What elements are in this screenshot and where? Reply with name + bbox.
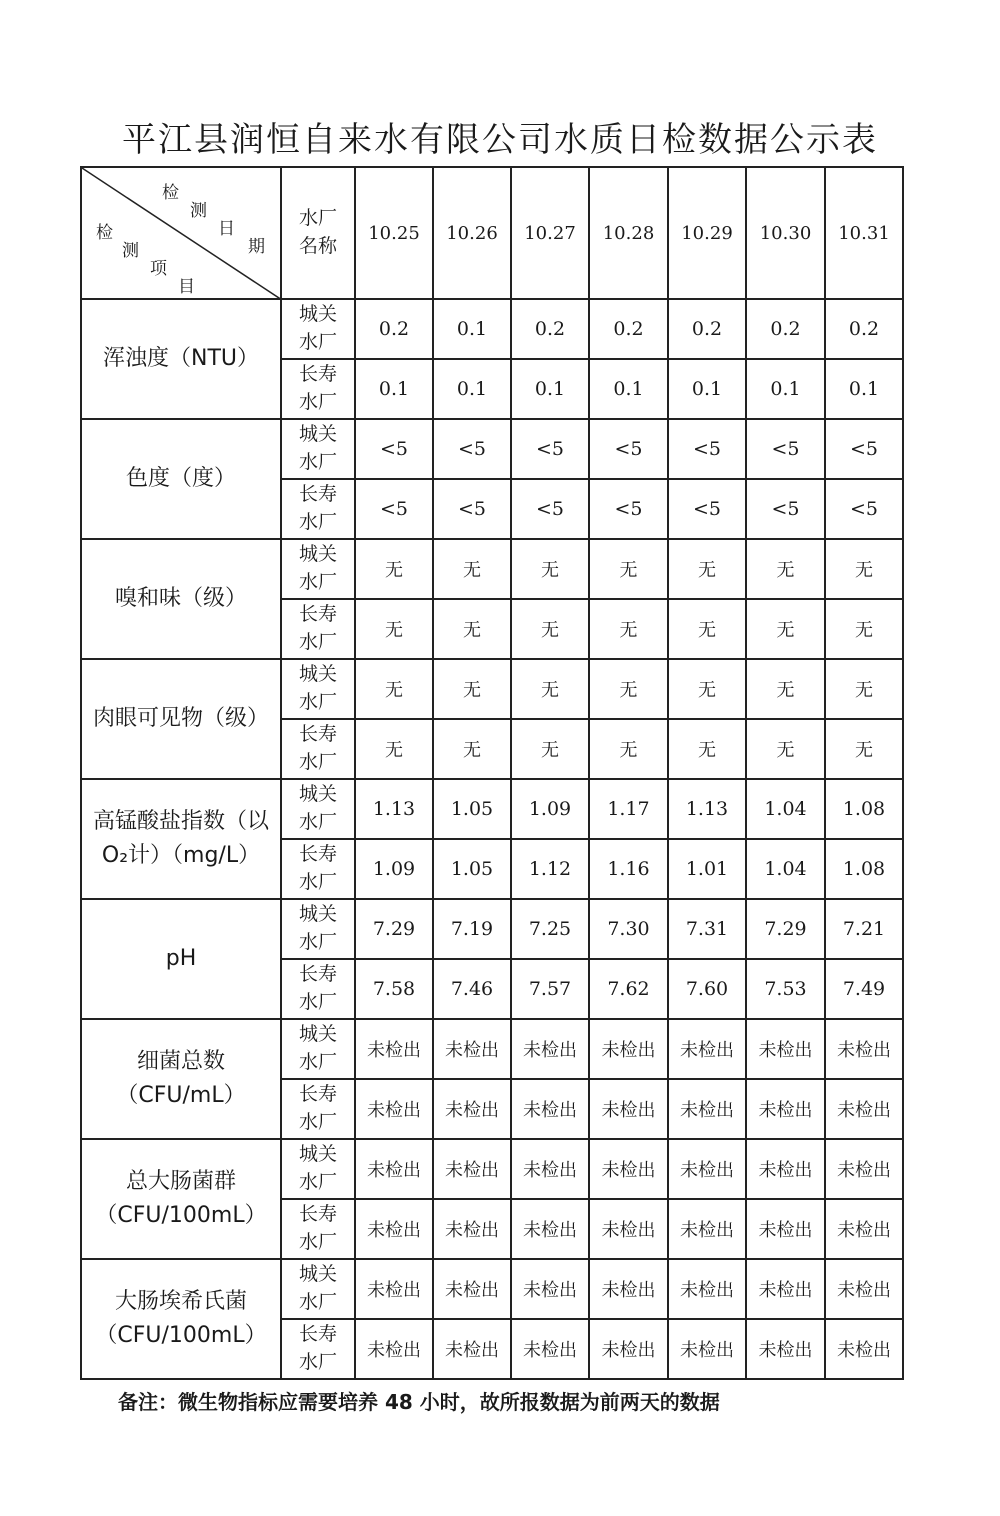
value-cell: 未检出 (825, 1139, 903, 1199)
corner-top-char: 测 (190, 201, 207, 221)
page-title: 平江县润恒自来水有限公司水质日检数据公示表 (122, 120, 878, 160)
value-cell: 未检出 (746, 1259, 825, 1319)
date-header: 10.26 (433, 167, 511, 299)
test-item-label: （CFU/100mL） (95, 1203, 267, 1228)
value-cell: 未检出 (825, 1079, 903, 1139)
plant-name-cell (281, 1019, 355, 1079)
value-cell: 无 (825, 539, 903, 599)
diagonal-header-cell (81, 167, 281, 299)
test-item-cell (81, 419, 281, 539)
plant-name-line: 水厂 (298, 1291, 337, 1313)
plant-name-line: 水厂 (298, 931, 337, 953)
value-cell: 未检出 (511, 1319, 589, 1379)
table-row (81, 899, 903, 959)
value-cell: 1.05 (433, 779, 511, 839)
table-row (81, 1139, 903, 1199)
value-cell: 7.49 (825, 959, 903, 1019)
value-cell: 无 (589, 659, 668, 719)
plant-name-line: 水厂 (298, 1111, 337, 1133)
date-header: 10.29 (668, 167, 746, 299)
value-cell: 未检出 (433, 1139, 511, 1199)
plant-name-line: 城关 (298, 1263, 337, 1286)
value-cell: 1.12 (511, 839, 589, 899)
water-quality-table (80, 166, 904, 1380)
plant-name-line: 长寿 (298, 363, 337, 386)
plant-name-line: 长寿 (298, 1323, 337, 1346)
test-item-cell (81, 899, 281, 1019)
value-cell: 未检出 (668, 1139, 746, 1199)
value-cell: 无 (511, 599, 589, 659)
value-cell: 7.60 (668, 959, 746, 1019)
corner-bottom-char: 项 (150, 259, 167, 279)
value-cell: 1.09 (355, 839, 433, 899)
test-item-label: 大肠埃希氏菌 (114, 1288, 247, 1314)
value-cell: 未检出 (825, 1019, 903, 1079)
plant-name-line: 城关 (298, 303, 337, 326)
value-cell: <5 (668, 479, 746, 539)
value-cell: 无 (668, 659, 746, 719)
plant-name-cell (281, 1199, 355, 1259)
value-cell: 未检出 (589, 1199, 668, 1259)
value-cell: 无 (668, 599, 746, 659)
value-cell: 未检出 (825, 1259, 903, 1319)
value-cell: 无 (355, 599, 433, 659)
value-cell: 7.21 (825, 899, 903, 959)
plant-name-line: 城关 (298, 423, 337, 446)
test-item-cell (81, 659, 281, 779)
plant-name-cell (281, 539, 355, 599)
plant-name-line: 城关 (298, 903, 337, 926)
value-cell: 0.2 (746, 299, 825, 359)
value-cell: 1.17 (589, 779, 668, 839)
test-item-label: pH (165, 945, 197, 971)
corner-top-char: 检 (162, 183, 179, 203)
date-header: 10.25 (355, 167, 433, 299)
value-cell: 未检出 (355, 1139, 433, 1199)
value-cell: 未检出 (355, 1319, 433, 1379)
table-row (81, 419, 903, 479)
value-cell: 无 (355, 719, 433, 779)
plant-name-line: 长寿 (298, 483, 337, 506)
value-cell: <5 (433, 479, 511, 539)
value-cell: 1.16 (589, 839, 668, 899)
value-cell: 未检出 (668, 1259, 746, 1319)
corner-top-char: 期 (248, 237, 265, 257)
value-cell: 无 (433, 719, 511, 779)
plant-name-line: 水厂 (298, 331, 337, 353)
plant-name-line: 城关 (298, 1143, 337, 1166)
value-cell: 7.19 (433, 899, 511, 959)
plant-name-line: 水厂 (298, 991, 337, 1013)
value-cell: <5 (668, 419, 746, 479)
value-cell: 未检出 (589, 1019, 668, 1079)
value-cell: <5 (825, 479, 903, 539)
value-cell: 未检出 (433, 1019, 511, 1079)
test-item-label: 肉眼可见物（级） (92, 705, 269, 731)
plant-name-cell (281, 1079, 355, 1139)
value-cell: 0.1 (746, 359, 825, 419)
value-cell: 7.25 (511, 899, 589, 959)
plant-name-cell (281, 359, 355, 419)
value-cell: 1.04 (746, 839, 825, 899)
value-cell: 未检出 (589, 1139, 668, 1199)
value-cell: <5 (825, 419, 903, 479)
test-item-cell (81, 299, 281, 419)
value-cell: <5 (355, 419, 433, 479)
value-cell: 无 (825, 599, 903, 659)
value-cell: 0.2 (668, 299, 746, 359)
value-cell: 无 (746, 719, 825, 779)
plant-header-line: 水厂 (298, 207, 337, 230)
plant-name-line: 水厂 (298, 1351, 337, 1373)
plant-name-line: 水厂 (298, 511, 337, 533)
test-item-cell (81, 1139, 281, 1259)
value-cell: 未检出 (511, 1199, 589, 1259)
plant-name-cell (281, 1139, 355, 1199)
test-item-label: （CFU/mL） (116, 1083, 246, 1108)
value-cell: 0.1 (433, 299, 511, 359)
plant-name-cell (281, 1319, 355, 1379)
value-cell: 未检出 (825, 1319, 903, 1379)
value-cell: 未检出 (511, 1139, 589, 1199)
value-cell: 1.04 (746, 779, 825, 839)
value-cell: 无 (433, 539, 511, 599)
plant-name-line: 城关 (298, 1023, 337, 1046)
value-cell: 未检出 (825, 1199, 903, 1259)
plant-name-line: 水厂 (298, 451, 337, 473)
value-cell: 无 (589, 539, 668, 599)
value-cell: 无 (589, 599, 668, 659)
value-cell: 0.2 (511, 299, 589, 359)
plant-name-line: 水厂 (298, 1171, 337, 1193)
table-row (81, 659, 903, 719)
value-cell: 未检出 (355, 1199, 433, 1259)
value-cell: 未检出 (355, 1259, 433, 1319)
table-row (81, 539, 903, 599)
plant-name-cell (281, 899, 355, 959)
test-item-cell (81, 779, 281, 899)
value-cell: 无 (825, 659, 903, 719)
value-cell: 未检出 (746, 1139, 825, 1199)
plant-name-line: 长寿 (298, 1203, 337, 1226)
value-cell: 无 (746, 539, 825, 599)
value-cell: 无 (589, 719, 668, 779)
value-cell: <5 (746, 419, 825, 479)
value-cell: <5 (511, 419, 589, 479)
test-item-label: 总大肠菌群 (125, 1168, 236, 1194)
plant-name-line: 水厂 (298, 811, 337, 833)
plant-name-line: 长寿 (298, 1083, 337, 1106)
value-cell: 0.1 (355, 359, 433, 419)
test-item-label: 细菌总数 (136, 1048, 225, 1074)
date-header: 10.30 (746, 167, 825, 299)
value-cell: 未检出 (746, 1319, 825, 1379)
plant-name-line: 水厂 (298, 1051, 337, 1073)
value-cell: 无 (668, 719, 746, 779)
plant-header-line: 名称 (298, 235, 337, 257)
plant-name-line: 长寿 (298, 723, 337, 746)
value-cell: 0.1 (433, 359, 511, 419)
test-item-label: 高锰酸盐指数（以 (92, 808, 269, 834)
test-item-label: 色度（度） (125, 465, 236, 491)
value-cell: 0.1 (825, 359, 903, 419)
value-cell: <5 (589, 419, 668, 479)
value-cell: 未检出 (746, 1019, 825, 1079)
value-cell: <5 (355, 479, 433, 539)
value-cell: 未检出 (355, 1019, 433, 1079)
value-cell: <5 (589, 479, 668, 539)
test-item-label: 嗅和味（级） (114, 585, 247, 611)
value-cell: 未检出 (511, 1259, 589, 1319)
value-cell: 1.13 (668, 779, 746, 839)
value-cell: 未检出 (433, 1259, 511, 1319)
value-cell: 无 (511, 659, 589, 719)
plant-name-header (281, 167, 355, 299)
plant-name-cell (281, 1259, 355, 1319)
test-item-cell (81, 1259, 281, 1379)
value-cell: <5 (511, 479, 589, 539)
test-item-label: O₂计）（mg/L） (101, 843, 261, 868)
corner-bottom-char: 目 (178, 277, 195, 297)
value-cell: 7.53 (746, 959, 825, 1019)
corner-bottom-char: 检 (96, 223, 113, 243)
value-cell: 7.30 (589, 899, 668, 959)
plant-name-cell (281, 599, 355, 659)
value-cell: 无 (355, 539, 433, 599)
header-row (81, 167, 903, 299)
value-cell: 未检出 (668, 1019, 746, 1079)
value-cell: 0.2 (355, 299, 433, 359)
value-cell: 无 (433, 599, 511, 659)
value-cell: 1.09 (511, 779, 589, 839)
plant-name-line: 水厂 (298, 631, 337, 653)
value-cell: 1.05 (433, 839, 511, 899)
value-cell: 无 (511, 719, 589, 779)
value-cell: 7.58 (355, 959, 433, 1019)
value-cell: 0.2 (825, 299, 903, 359)
value-cell: 未检出 (433, 1199, 511, 1259)
date-header: 10.27 (511, 167, 589, 299)
value-cell: 未检出 (668, 1079, 746, 1139)
value-cell: 0.2 (589, 299, 668, 359)
plant-name-cell (281, 959, 355, 1019)
value-cell: 未检出 (433, 1079, 511, 1139)
value-cell: 1.08 (825, 839, 903, 899)
plant-name-line: 长寿 (298, 843, 337, 866)
plant-name-line: 长寿 (298, 603, 337, 626)
plant-name-line: 水厂 (298, 391, 337, 413)
value-cell: 0.1 (511, 359, 589, 419)
value-cell: 1.08 (825, 779, 903, 839)
value-cell: 未检出 (589, 1259, 668, 1319)
value-cell: 无 (668, 539, 746, 599)
plant-name-line: 长寿 (298, 963, 337, 986)
plant-name-cell (281, 659, 355, 719)
test-item-cell (81, 539, 281, 659)
table-row (81, 1259, 903, 1319)
table-row (81, 299, 903, 359)
plant-name-cell (281, 839, 355, 899)
value-cell: 1.13 (355, 779, 433, 839)
plant-name-cell (281, 419, 355, 479)
plant-name-line: 水厂 (298, 871, 337, 893)
value-cell: 1.01 (668, 839, 746, 899)
value-cell: 7.46 (433, 959, 511, 1019)
value-cell: 未检出 (355, 1079, 433, 1139)
plant-name-line: 水厂 (298, 1231, 337, 1253)
value-cell: 7.62 (589, 959, 668, 1019)
corner-top-char: 日 (218, 219, 235, 239)
plant-name-cell (281, 299, 355, 359)
value-cell: 无 (746, 659, 825, 719)
plant-name-line: 城关 (298, 663, 337, 686)
value-cell: 7.29 (746, 899, 825, 959)
value-cell: 无 (511, 539, 589, 599)
value-cell: 无 (825, 719, 903, 779)
value-cell: 未检出 (668, 1199, 746, 1259)
date-header: 10.28 (589, 167, 668, 299)
value-cell: 未检出 (746, 1079, 825, 1139)
value-cell: 未检出 (433, 1319, 511, 1379)
corner-bottom-char: 测 (122, 241, 139, 261)
value-cell: 无 (746, 599, 825, 659)
plant-name-cell (281, 779, 355, 839)
plant-name-line: 城关 (298, 783, 337, 806)
value-cell: 未检出 (511, 1079, 589, 1139)
value-cell: 0.1 (589, 359, 668, 419)
footnote: 备注：微生物指标应需要培养 48 小时，故所报数据为前两天的数据 (118, 1390, 720, 1414)
plant-name-line: 水厂 (298, 571, 337, 593)
plant-name-cell (281, 719, 355, 779)
value-cell: <5 (746, 479, 825, 539)
value-cell: 未检出 (589, 1319, 668, 1379)
plant-name-line: 水厂 (298, 751, 337, 773)
value-cell: 无 (355, 659, 433, 719)
value-cell: 未检出 (668, 1319, 746, 1379)
plant-name-cell (281, 479, 355, 539)
table-row (81, 1019, 903, 1079)
test-item-label: （CFU/100mL） (95, 1323, 267, 1348)
value-cell: 7.31 (668, 899, 746, 959)
value-cell: 7.29 (355, 899, 433, 959)
table-row (81, 779, 903, 839)
test-item-cell (81, 1019, 281, 1139)
test-item-label: 浑浊度（NTU） (103, 345, 259, 371)
value-cell: <5 (433, 419, 511, 479)
value-cell: 7.57 (511, 959, 589, 1019)
date-header: 10.31 (825, 167, 903, 299)
value-cell: 未检出 (746, 1199, 825, 1259)
value-cell: 未检出 (589, 1079, 668, 1139)
value-cell: 0.1 (668, 359, 746, 419)
plant-name-line: 水厂 (298, 691, 337, 713)
plant-name-line: 城关 (298, 543, 337, 566)
value-cell: 未检出 (511, 1019, 589, 1079)
value-cell: 无 (433, 659, 511, 719)
